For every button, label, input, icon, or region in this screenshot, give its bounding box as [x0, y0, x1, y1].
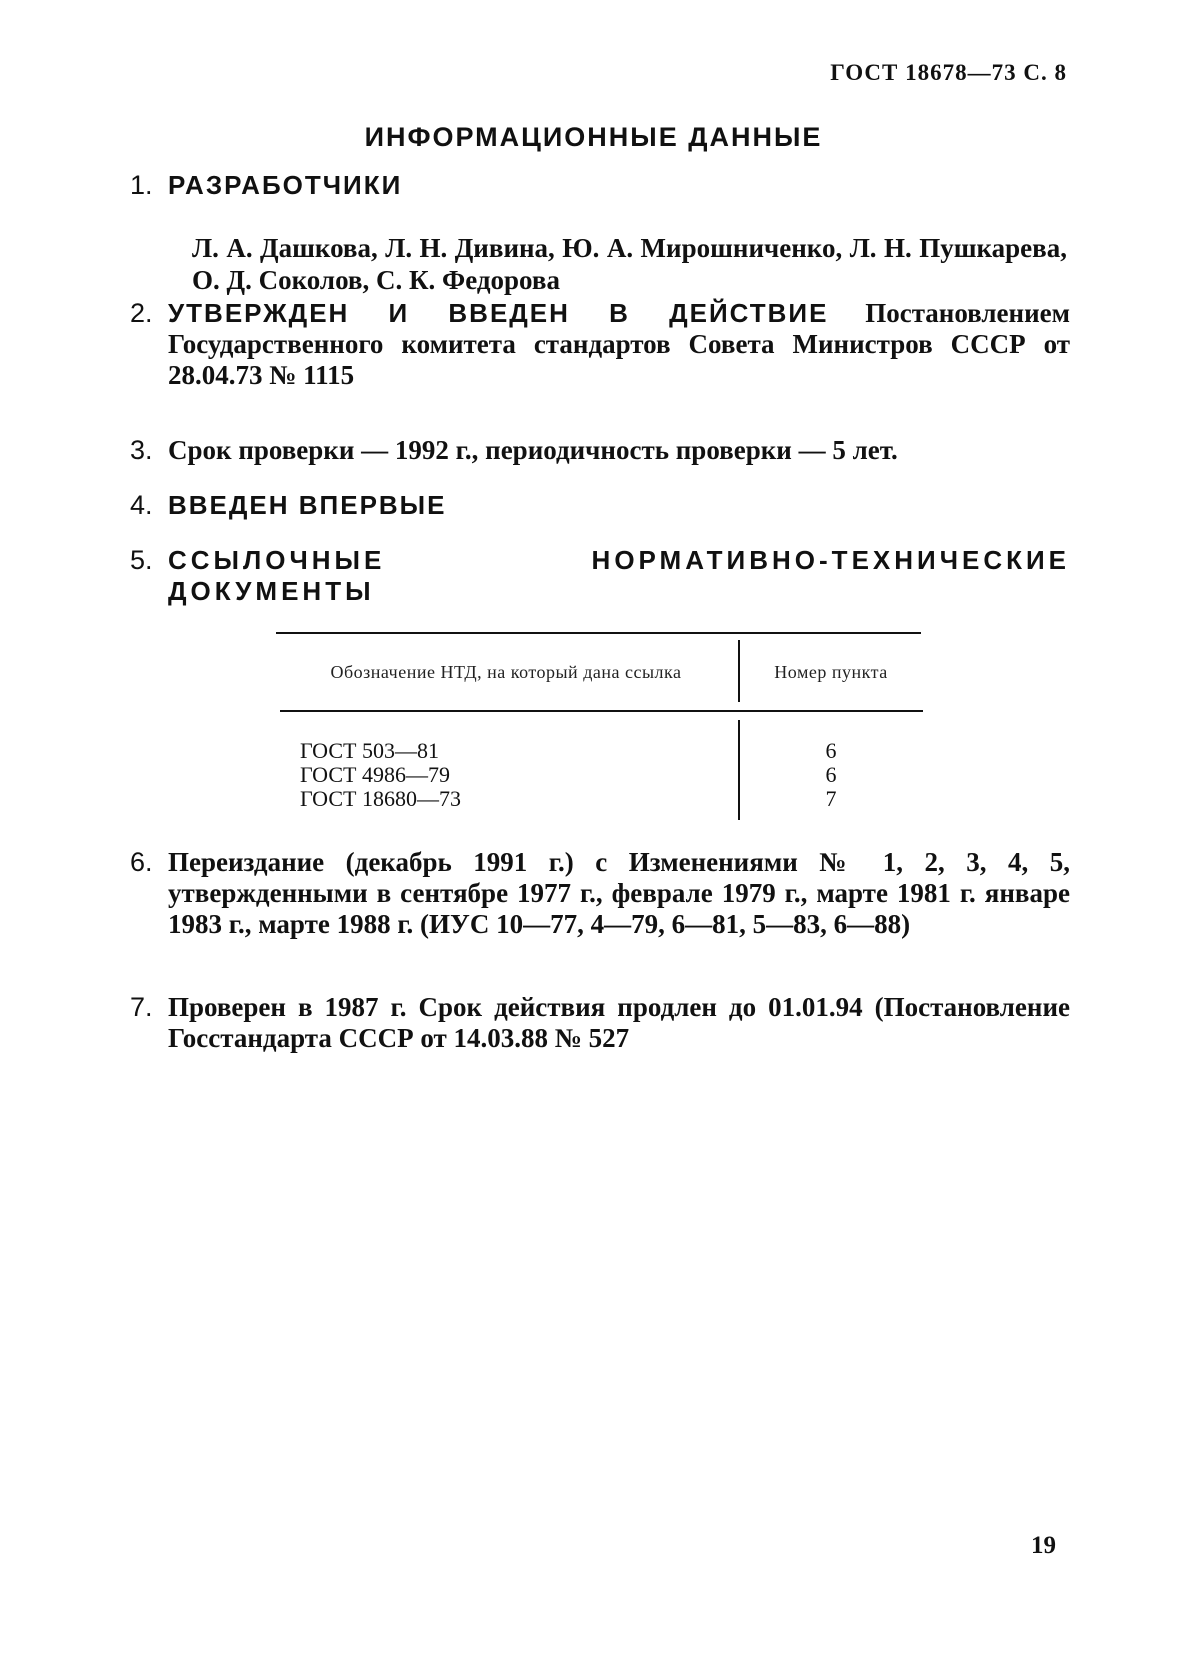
page-number: 19	[1031, 1532, 1056, 1559]
table-cell-doc: ГОСТ 503—81	[300, 738, 439, 763]
section-7	[130, 992, 1070, 1054]
section-text: Проверен в 1987 г. Срок действия продлен до 01.01.94 (Постановление Госстандарта СССР от 14.03.88 № 527	[168, 992, 1070, 1053]
section-number: 7.	[130, 992, 153, 1022]
section-1	[130, 170, 1070, 201]
section-number: 5.	[130, 545, 153, 575]
table-item-column	[742, 739, 920, 811]
table-cell-item: 6	[825, 762, 837, 787]
table-rule-top	[276, 632, 921, 634]
section-body	[168, 298, 1070, 391]
section-text: Переиздание (декабрь 1991 г.) с Изменениями № 1, 2, 3, 4, 5, утвержденными в сентябре 1977 г., феврале 1979 г., марте 1981 г. январе 1983 г., марте 1988 г. (ИУС 10—77, 4—79, 6—81, 5—83, 6—88)	[168, 847, 1070, 939]
table-cell-doc: ГОСТ 18680—73	[300, 786, 461, 811]
table-header-item-number: Номер пункта	[774, 662, 888, 682]
section-heading: ССЫЛОЧНЫЕ НОРМАТИВНО-ТЕХНИЧЕСКИЕ ДОКУМЕНТЫ	[168, 545, 1070, 606]
page-header: ГОСТ 18678—73 С. 8	[830, 60, 1067, 85]
reference-table	[276, 632, 921, 824]
table-doc-column	[300, 739, 461, 811]
section-heading: УТВЕРЖДЕН И ВВЕДЕН В ДЕЙСТВИЕ	[168, 298, 829, 328]
table-column-divider	[738, 720, 740, 820]
section-text: Срок проверки — 1992 г., периодичность проверки — 5 лет.	[168, 435, 898, 465]
section-number: 4.	[130, 490, 153, 520]
document-title: ИНФОРМАЦИОННЫЕ ДАННЫЕ	[364, 122, 823, 152]
table-cell-item: 6	[825, 738, 837, 763]
section-5	[130, 545, 1070, 607]
authors-list: Л. А. Дашкова, Л. Н. Дивина, Ю. А. Мирошниченко, Л. Н. Пушкарева, О. Д. Соколов, С. К. Федорова	[192, 233, 1067, 295]
section-6	[130, 847, 1070, 940]
section-heading: РАЗРАБОТЧИКИ	[168, 170, 403, 200]
section-number: 2.	[130, 298, 153, 328]
table-column-divider	[738, 640, 740, 702]
section-number: 1.	[130, 170, 153, 200]
section-text: Постановлением Государственного комитета стандартов Совета Министров СССР от 28.04.73 № 1115	[168, 298, 1071, 390]
section-number: 3.	[130, 435, 153, 465]
table-rule-header	[280, 710, 923, 712]
section-3	[130, 435, 1070, 466]
section-number: 6.	[130, 847, 153, 877]
section-4	[130, 490, 1070, 521]
table-cell-item: 7	[825, 786, 837, 811]
section-heading: ВВЕДЕН ВПЕРВЫЕ	[168, 490, 447, 520]
table-cell-doc: ГОСТ 4986—79	[300, 762, 450, 787]
table-header-designation: Обозначение НТД, на который дана ссылка	[330, 662, 682, 682]
section-2	[130, 298, 1070, 391]
